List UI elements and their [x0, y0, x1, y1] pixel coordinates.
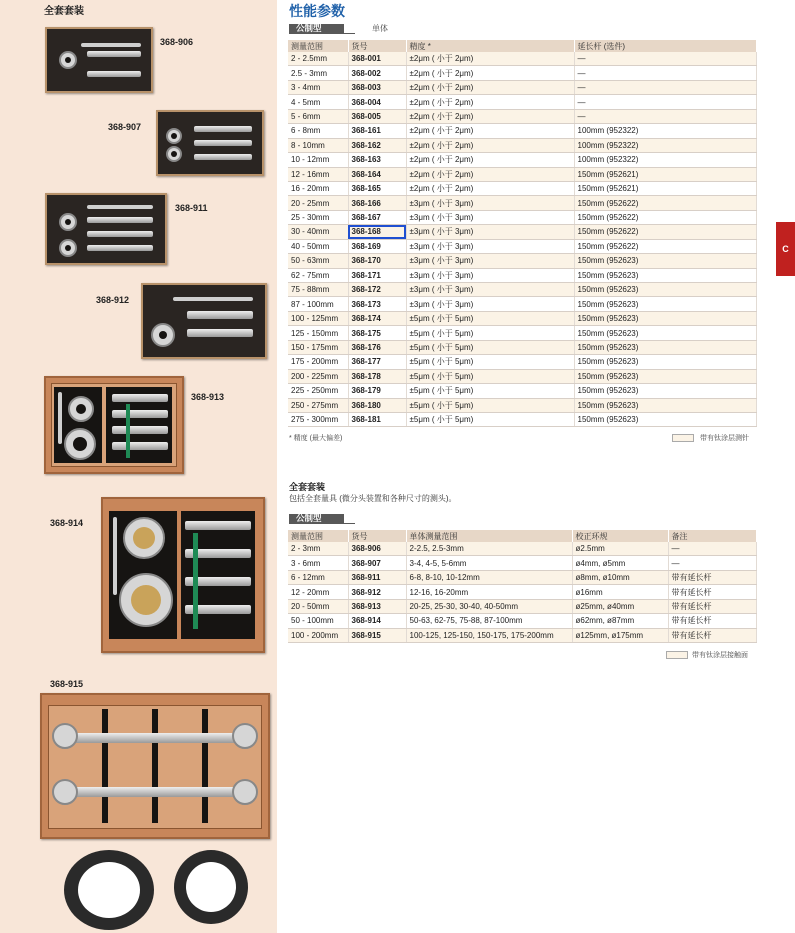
code-cell: 368-001 [348, 52, 406, 66]
sets-row [288, 628, 756, 642]
accuracy-cell: ±5μm ( 小于 5μm) [406, 369, 574, 383]
sets-row [288, 599, 756, 613]
units-cell: 6-8, 8-10, 10-12mm [406, 570, 572, 584]
kit-368-906-image [45, 27, 153, 93]
extension-cell: — [574, 66, 756, 80]
extension-cell: 150mm (952623) [574, 398, 756, 412]
spec-legend-text: 带有钛涂层测针 [700, 435, 749, 442]
code-cell: 368-180 [348, 398, 406, 412]
spec-row [288, 340, 756, 354]
spec-row [288, 66, 756, 80]
accuracy-cell: ±2μm ( 小于 2μm) [406, 66, 574, 80]
range-cell: 25 - 30mm [288, 210, 348, 224]
sets-legend-swatch [666, 651, 688, 659]
kit-368-907-image [156, 110, 264, 176]
units-cell: 20-25, 25-30, 30-40, 40-50mm [406, 599, 572, 613]
sets-col-units: 单体测量范围 [406, 530, 572, 542]
accuracy-cell: ±3μm ( 小于 3μm) [406, 239, 574, 253]
accuracy-cell: ±3μm ( 小于 3μm) [406, 283, 574, 297]
range-cell: 6 - 8mm [288, 124, 348, 138]
spec-header-row [288, 40, 756, 52]
range-cell: 200 - 225mm [288, 369, 348, 383]
code-cell: 368-181 [348, 412, 406, 426]
spec-row [288, 398, 756, 412]
kit-368-915-image [40, 693, 270, 839]
product-image-panel [0, 0, 277, 933]
code-cell: 368-907 [348, 556, 406, 570]
accuracy-cell: ±2μm ( 小于 2μm) [406, 124, 574, 138]
spec-row [288, 311, 756, 325]
extension-cell: 150mm (952623) [574, 326, 756, 340]
spec-row [288, 167, 756, 181]
extension-cell: 150mm (952623) [574, 283, 756, 297]
spec-row [288, 181, 756, 195]
code-cell: 368-169 [348, 239, 406, 253]
code-cell: 368-914 [348, 614, 406, 628]
units-cell: 2-2.5, 2.5-3mm [406, 542, 572, 556]
sets-description: 包括全套量具 (微分头装置和各种尺寸的测头)。 [289, 494, 457, 503]
spec-row [288, 326, 756, 340]
range-cell: 250 - 275mm [288, 398, 348, 412]
sets-col-code: 货号 [348, 530, 406, 542]
extension-cell: — [574, 95, 756, 109]
units-cell: 50-63, 62-75, 75-88, 87-100mm [406, 614, 572, 628]
extension-cell: 100mm (952322) [574, 153, 756, 167]
remarks-cell: 带有延长杆 [668, 570, 756, 584]
extension-cell: 150mm (952622) [574, 239, 756, 253]
spec-row [288, 239, 756, 253]
extension-cell: 150mm (952622) [574, 225, 756, 239]
extension-cell: 100mm (952322) [574, 124, 756, 138]
sets-tag-underline [289, 523, 355, 524]
spec-row [288, 196, 756, 210]
range-cell: 4 - 5mm [288, 95, 348, 109]
accuracy-cell: ±3μm ( 小于 3μm) [406, 268, 574, 282]
accuracy-cell: ±3μm ( 小于 3μm) [406, 210, 574, 224]
spec-col-extension: 延长杆 (选件) [574, 40, 756, 52]
spec-row [288, 153, 756, 167]
accuracy-cell: ±2μm ( 小于 2μm) [406, 52, 574, 66]
accuracy-cell: ±5μm ( 小于 5μm) [406, 412, 574, 426]
code-cell: 368-166 [348, 196, 406, 210]
kit-368-913-image [44, 376, 184, 474]
range-cell: 40 - 50mm [288, 239, 348, 253]
extension-cell: 150mm (952623) [574, 412, 756, 426]
code-cell: 368-178 [348, 369, 406, 383]
kit-label-368-906: 368-906 [160, 37, 194, 47]
code-cell: 368-173 [348, 297, 406, 311]
spec-table [288, 40, 757, 427]
code-cell: 368-179 [348, 384, 406, 398]
code-cell: 368-168 [348, 225, 406, 239]
sets-row [288, 585, 756, 599]
sets-header-row [288, 530, 756, 542]
extension-cell: 150mm (952621) [574, 167, 756, 181]
spec-tag-underline [289, 33, 355, 34]
code-cell: 368-165 [348, 181, 406, 195]
extension-cell: 150mm (952622) [574, 196, 756, 210]
rings-cell: ø25mm, ø40mm [572, 599, 668, 613]
code-cell: 368-177 [348, 355, 406, 369]
code-cell: 368-911 [348, 570, 406, 584]
extension-cell: 150mm (952623) [574, 268, 756, 282]
kit-label-368-912: 368-912 [96, 295, 130, 305]
spec-row [288, 412, 756, 426]
extension-cell: — [574, 52, 756, 66]
kit-368-914-image [101, 497, 265, 653]
spec-row [288, 283, 756, 297]
sets-row [288, 556, 756, 570]
range-cell: 87 - 100mm [288, 297, 348, 311]
spec-row [288, 80, 756, 94]
spec-footnote: * 精度 (最大偏差) [289, 435, 343, 442]
spec-col-range: 测量范围 [288, 40, 348, 52]
spec-row [288, 109, 756, 123]
spec-row [288, 138, 756, 152]
code-cell: 368-915 [348, 628, 406, 642]
rings-cell: ø8mm, ø10mm [572, 570, 668, 584]
sets-table [288, 530, 757, 643]
accuracy-cell: ±5μm ( 小于 5μm) [406, 384, 574, 398]
kit-label-368-913: 368-913 [191, 392, 225, 402]
accuracy-cell: ±5μm ( 小于 5μm) [406, 311, 574, 325]
accuracy-cell: ±2μm ( 小于 2μm) [406, 181, 574, 195]
code-cell: 368-162 [348, 138, 406, 152]
sets-title: 全套套装 [289, 482, 326, 492]
code-cell: 368-161 [348, 124, 406, 138]
accuracy-cell: ±5μm ( 小于 5μm) [406, 355, 574, 369]
range-cell: 100 - 125mm [288, 311, 348, 325]
range-cell: 100 - 200mm [288, 628, 348, 642]
spec-tag-note: 单体 [372, 24, 388, 33]
accuracy-cell: ±3μm ( 小于 3μm) [406, 225, 574, 239]
accuracy-cell: ±3μm ( 小于 3μm) [406, 254, 574, 268]
code-cell: 368-906 [348, 542, 406, 556]
accuracy-cell: ±5μm ( 小于 5μm) [406, 340, 574, 354]
spec-row [288, 95, 756, 109]
code-cell: 368-164 [348, 167, 406, 181]
remarks-cell: — [668, 542, 756, 556]
code-cell: 368-167 [348, 210, 406, 224]
range-cell: 275 - 300mm [288, 412, 348, 426]
range-cell: 3 - 6mm [288, 556, 348, 570]
remarks-cell: 带有延长杆 [668, 614, 756, 628]
accuracy-cell: ±5μm ( 小于 5μm) [406, 398, 574, 412]
kit-label-368-911: 368-911 [175, 203, 208, 213]
extension-cell: 100mm (952322) [574, 138, 756, 152]
range-cell: 225 - 250mm [288, 384, 348, 398]
extension-cell: 150mm (952623) [574, 384, 756, 398]
range-cell: 62 - 75mm [288, 268, 348, 282]
spec-tag: 公制型 [289, 24, 344, 33]
code-cell: 368-913 [348, 599, 406, 613]
accuracy-cell: ±3μm ( 小于 3μm) [406, 196, 574, 210]
range-cell: 50 - 63mm [288, 254, 348, 268]
rings-cell: ø4mm, ø5mm [572, 556, 668, 570]
accuracy-cell: ±2μm ( 小于 2μm) [406, 153, 574, 167]
sets-tag: 公制型 [289, 514, 344, 523]
code-cell: 368-003 [348, 80, 406, 94]
code-cell: 368-004 [348, 95, 406, 109]
extension-cell: 150mm (952623) [574, 355, 756, 369]
spec-row [288, 254, 756, 268]
extension-cell: 150mm (952623) [574, 340, 756, 354]
extension-cell: 150mm (952621) [574, 181, 756, 195]
rings-cell: ø2.5mm [572, 542, 668, 556]
range-cell: 2.5 - 3mm [288, 66, 348, 80]
range-cell: 20 - 50mm [288, 599, 348, 613]
remarks-cell: 带有延长杆 [668, 585, 756, 599]
sets-row [288, 542, 756, 556]
sets-row [288, 570, 756, 584]
extension-cell: 150mm (952622) [574, 210, 756, 224]
range-cell: 50 - 100mm [288, 614, 348, 628]
spec-row [288, 355, 756, 369]
code-cell: 368-174 [348, 311, 406, 325]
extension-cell: 150mm (952623) [574, 254, 756, 268]
range-cell: 16 - 20mm [288, 181, 348, 195]
extension-cell: 150mm (952623) [574, 369, 756, 383]
accuracy-cell: ±2μm ( 小于 2μm) [406, 80, 574, 94]
spec-row [288, 124, 756, 138]
remarks-cell: 带有延长杆 [668, 628, 756, 642]
units-cell: 100-125, 125-150, 150-175, 175-200mm [406, 628, 572, 642]
accuracy-cell: ±2μm ( 小于 2μm) [406, 95, 574, 109]
left-panel-title: 全套套装 [44, 6, 84, 17]
spec-legend-swatch [672, 434, 694, 442]
code-cell: 368-171 [348, 268, 406, 282]
spec-row [288, 369, 756, 383]
spec-row [288, 225, 756, 239]
code-cell: 368-912 [348, 585, 406, 599]
spec-col-accuracy: 精度 * [406, 40, 574, 52]
extension-cell: — [574, 109, 756, 123]
range-cell: 12 - 16mm [288, 167, 348, 181]
kit-368-912-image [141, 283, 267, 359]
accuracy-cell: ±5μm ( 小于 5μm) [406, 326, 574, 340]
sets-row [288, 614, 756, 628]
spec-row [288, 210, 756, 224]
range-cell: 75 - 88mm [288, 283, 348, 297]
range-cell: 150 - 175mm [288, 340, 348, 354]
range-cell: 2 - 3mm [288, 542, 348, 556]
rings-cell: ø16mm [572, 585, 668, 599]
kit-label-368-914: 368-914 [50, 518, 84, 528]
range-cell: 10 - 12mm [288, 153, 348, 167]
extension-cell: 150mm (952623) [574, 311, 756, 325]
spec-row [288, 297, 756, 311]
extension-cell: — [574, 80, 756, 94]
sets-col-range: 测量范围 [288, 530, 348, 542]
spec-row [288, 52, 756, 66]
sets-col-remarks: 备注 [668, 530, 756, 542]
units-cell: 3-4, 4-5, 5-6mm [406, 556, 572, 570]
code-cell: 368-163 [348, 153, 406, 167]
range-cell: 8 - 10mm [288, 138, 348, 152]
remarks-cell: — [668, 556, 756, 570]
range-cell: 3 - 4mm [288, 80, 348, 94]
section-tab-c[interactable]: C [776, 222, 795, 276]
rings-cell: ø125mm, ø175mm [572, 628, 668, 642]
units-cell: 12-16, 16-20mm [406, 585, 572, 599]
range-cell: 125 - 150mm [288, 326, 348, 340]
rings-cell: ø62mm, ø87mm [572, 614, 668, 628]
sets-legend-text: 带有钛涂层接触面 [692, 652, 748, 659]
kit-368-911-image [45, 193, 167, 265]
spec-row [288, 384, 756, 398]
accuracy-cell: ±3μm ( 小于 3μm) [406, 297, 574, 311]
range-cell: 175 - 200mm [288, 355, 348, 369]
range-cell: 20 - 25mm [288, 196, 348, 210]
sets-col-rings: 校正环规 [572, 530, 668, 542]
range-cell: 5 - 6mm [288, 109, 348, 123]
spec-row [288, 268, 756, 282]
range-cell: 30 - 40mm [288, 225, 348, 239]
page-title: 性能参数 [289, 3, 345, 19]
code-cell: 368-005 [348, 109, 406, 123]
setting-ring-large-image [64, 850, 154, 930]
spec-col-code: 货号 [348, 40, 406, 52]
kit-label-368-915: 368-915 [50, 679, 84, 689]
code-cell: 368-175 [348, 326, 406, 340]
range-cell: 6 - 12mm [288, 570, 348, 584]
range-cell: 2 - 2.5mm [288, 52, 348, 66]
code-cell: 368-172 [348, 283, 406, 297]
accuracy-cell: ±2μm ( 小于 2μm) [406, 109, 574, 123]
remarks-cell: 带有延长杆 [668, 599, 756, 613]
accuracy-cell: ±2μm ( 小于 2μm) [406, 167, 574, 181]
kit-label-368-907: 368-907 [108, 122, 142, 132]
setting-ring-small-image [174, 850, 248, 924]
code-cell: 368-176 [348, 340, 406, 354]
code-cell: 368-170 [348, 254, 406, 268]
extension-cell: 150mm (952623) [574, 297, 756, 311]
range-cell: 12 - 20mm [288, 585, 348, 599]
code-cell: 368-002 [348, 66, 406, 80]
accuracy-cell: ±2μm ( 小于 2μm) [406, 138, 574, 152]
